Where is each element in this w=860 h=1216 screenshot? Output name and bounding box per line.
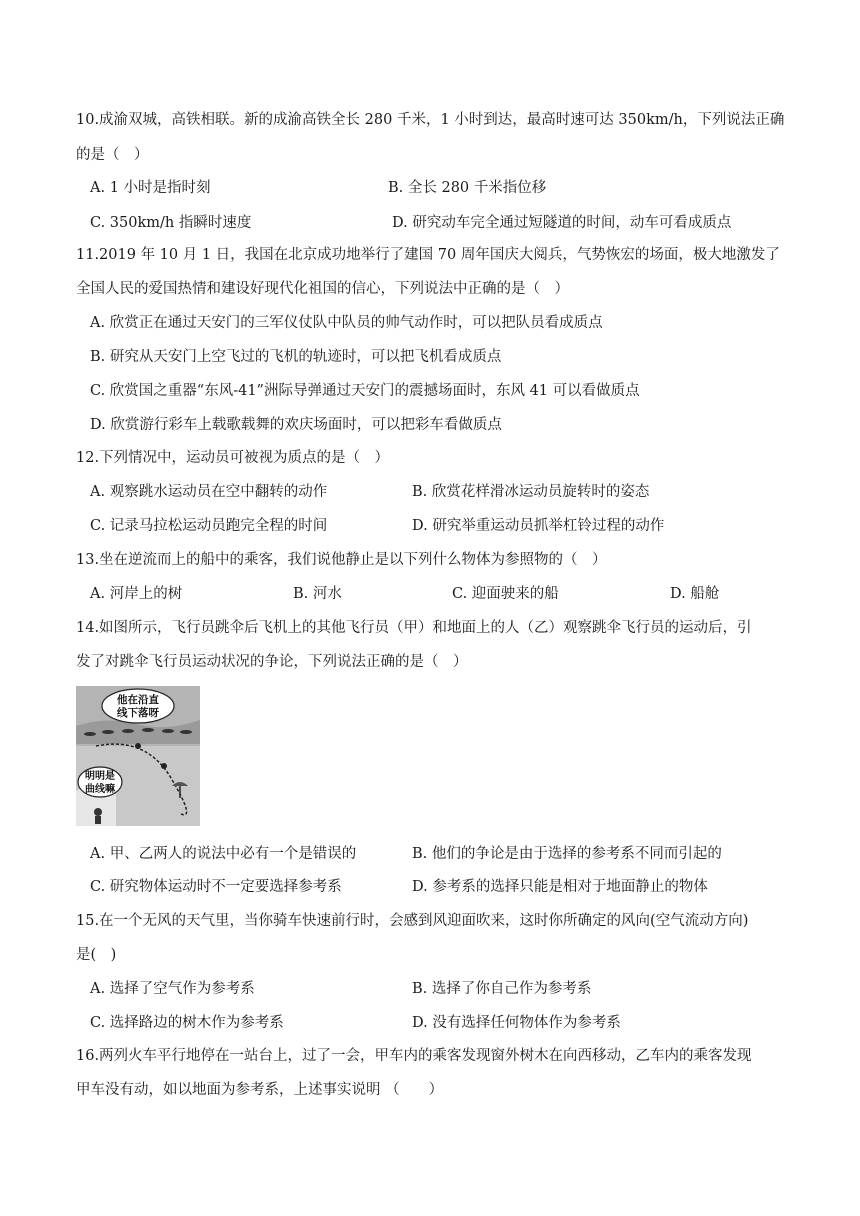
q11-option-c: C. 欣赏国之重器“东风-41”洲际导弹通过天安门的震撼场面时，东风 41 可以看做质点 [90,383,640,399]
q10-option-b: B. 全长 280 千米指位移 [388,180,547,196]
bubble-top-line1: 他在沿直 [117,694,159,706]
q13-option-b: B. 河水 [293,586,342,602]
q13-option-c: C. 迎面驶来的船 [452,586,559,602]
q12-option-a: A. 观察跳水运动员在空中翻转的动作 [90,484,328,500]
q11-stem-line1: 11.2019 年 10 月 1 日，我国在北京成功地举行了建国 70 周年国庆大阅兵，气势恢宏的场面，极大地激发了 [76,247,780,263]
bubble-bottom-line1: 明明是 [85,771,115,782]
q10-option-a: A. 1 小时是指时刻 [90,180,211,196]
q14-option-b: B. 他们的争论是由于选择的参考系不同而引起的 [412,846,722,862]
bubble-bottom-line2: 曲线嘛 [85,784,115,795]
q10-option-d: D. 研究动车完全通过短隧道的时间，动车可看成质点 [392,215,732,231]
q15-stem-line2: 是( ) [76,947,117,963]
q10-stem-line1: 10.成渝双城，高铁相联。新的成渝高铁全长 280 千米，1 小时到达，最高时速可达 350km/h，下列说法正确 [76,112,785,128]
q16-stem-line1: 16.两列火车平行地停在一站台上，过了一会，甲车内的乘客发现窗外树木在向西移动，乙车内的乘客发现 [76,1048,752,1064]
q11-option-b: B. 研究从天安门上空飞过的飞机的轨迹时，可以把飞机看成质点 [90,349,502,365]
q15-option-b: B. 选择了你自己作为参考系 [412,981,592,997]
parachute-illustration [76,686,200,826]
q14-option-a: A. 甲、乙两人的说法中必有一个是错误的 [90,846,357,862]
q10-option-c: C. 350km/h 指瞬时速度 [90,215,252,231]
q14-option-d: D. 参考系的选择只能是相对于地面静止的物体 [412,879,708,895]
q11-option-d: D. 欣赏游行彩车上载歌载舞的欢庆场面时，可以把彩车看做质点 [90,417,502,433]
q13-option-a: A. 河岸上的树 [90,586,183,602]
q11-option-a: A. 欣赏正在通过天安门的三军仪仗队中队员的帅气动作时，可以把队员看成质点 [90,315,603,331]
q11-stem-line2: 全国人民的爱国热情和建设好现代化祖国的信心，下列说法中正确的是（ ） [76,281,569,297]
q14-option-c: C. 研究物体运动时不一定要选择参考系 [90,879,342,895]
q16-stem-line2: 甲车没有动，如以地面为参考系，上述事实说明 （ ） [76,1082,444,1098]
q15-option-d: D. 没有选择任何物体作为参考系 [412,1015,621,1031]
q14-stem-line1: 14.如图所示，飞行员跳伞后飞机上的其他飞行员（甲）和地面上的人（乙）观察跳伞飞行员的运动后，引 [76,620,752,636]
q12-option-b: B. 欣赏花样滑冰运动员旋转时的姿态 [412,484,650,500]
q15-option-a: A. 选择了空气作为参考系 [90,981,255,997]
bubble-top-line2: 线下落呀 [117,707,159,719]
q15-option-c: C. 选择路边的树木作为参考系 [90,1015,284,1031]
q14-stem-line2: 发了对跳伞飞行员运动状况的争论，下列说法正确的是（ ） [76,654,468,670]
q13-stem: 13.坐在逆流而上的船中的乘客，我们说他静止是以下列什么物体为参照物的（ ） [76,552,607,568]
q12-stem: 12.下列情况中，运动员可被视为质点的是（ ） [76,450,390,466]
q15-stem-line1: 15.在一个无风的天气里，当你骑车快速前行时，会感到风迎面吹来，这时你所确定的风向(空气流动方向) [76,913,749,929]
q12-option-d: D. 研究举重运动员抓举杠铃过程的动作 [412,518,665,534]
q13-option-d: D. 船舱 [670,586,720,602]
q10-stem-line2: 的是（ ） [76,147,149,163]
q12-option-c: C. 记录马拉松运动员跑完全程的时间 [90,518,328,534]
parachute-figure [76,686,200,826]
